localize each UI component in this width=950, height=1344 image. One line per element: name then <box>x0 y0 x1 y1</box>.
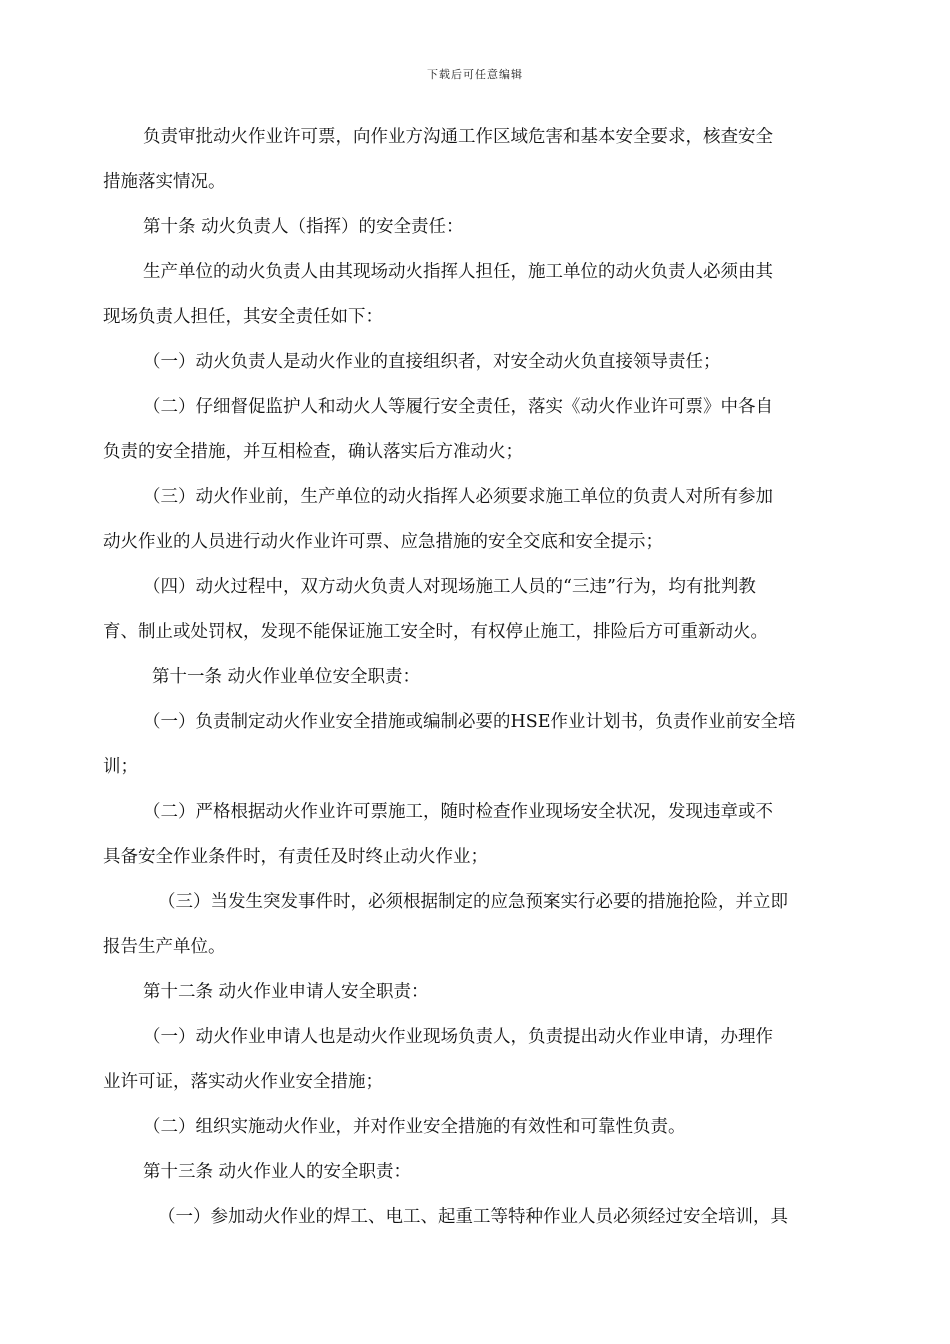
paragraph-line: 措施落实情况。 <box>103 172 226 192</box>
article-heading: 第十一条 动火作业单位安全职责： <box>152 667 421 687</box>
article-heading: 第十二条 动火作业申请人安全职责： <box>143 982 429 1002</box>
paragraph-line: 动火作业的人员进行动火作业许可票、应急措施的安全交底和安全提示； <box>103 532 663 552</box>
paragraph-line: 业许可证，落实动火作业安全措施； <box>103 1072 383 1092</box>
paragraph-line: 育、制止或处罚权，发现不能保证施工安全时，有权停止施工，排险后方可重新动火。 <box>103 622 768 642</box>
article-heading: 第十三条 动火作业人的安全职责： <box>143 1162 412 1182</box>
paragraph-line: （二）仔细督促监护人和动火人等履行安全责任，落实《动火作业许可票》中各自 <box>143 397 773 417</box>
paragraph-line: （四）动火过程中，双方动火负责人对现场施工人员的“三违”行为，均有批判教 <box>143 577 756 597</box>
paragraph-line: （三）当发生突发事件时，必须根据制定的应急预案实行必要的措施抢险，并立即 <box>158 892 788 912</box>
paragraph-line: （一）动火作业申请人也是动火作业现场负责人，负责提出动火作业申请，办理作 <box>143 1027 773 1047</box>
paragraph-line: 训； <box>103 757 138 777</box>
paragraph-line: 负责的安全措施，并互相检查，确认落实后方准动火； <box>103 442 523 462</box>
paragraph-line: 负责审批动火作业许可票，向作业方沟通工作区域危害和基本安全要求，核查安全 <box>143 127 773 147</box>
paragraph-line: （二）严格根据动火作业许可票施工，随时检查作业现场安全状况，发现违章或不 <box>143 802 773 822</box>
paragraph-line: 报告生产单位。 <box>103 937 226 957</box>
article-heading: 第十条 动火负责人（指挥）的安全责任： <box>143 217 464 237</box>
paragraph-line: （二）组织实施动火作业，并对作业安全措施的有效性和可靠性负责。 <box>143 1117 686 1137</box>
paragraph-line: （一）动火负责人是动火作业的直接组织者，对安全动火负直接领导责任； <box>143 352 721 372</box>
page-header: 下载后可任意编辑 <box>427 68 523 81</box>
paragraph-line: 现场负责人担任，其安全责任如下： <box>103 307 383 327</box>
paragraph-line: 具备安全作业条件时，有责任及时终止动火作业； <box>103 847 488 867</box>
paragraph-line: （一）参加动火作业的焊工、电工、起重工等特种作业人员必须经过安全培训，具 <box>158 1207 788 1227</box>
paragraph-line: 生产单位的动火负责人由其现场动火指挥人担任，施工单位的动火负责人必须由其 <box>143 262 773 282</box>
paragraph-line: （三）动火作业前，生产单位的动火指挥人必须要求施工单位的负责人对所有参加 <box>143 487 773 507</box>
paragraph-line: （一）负责制定动火作业安全措施或编制必要的HSE作业计划书，负责作业前安全培 <box>143 712 796 732</box>
